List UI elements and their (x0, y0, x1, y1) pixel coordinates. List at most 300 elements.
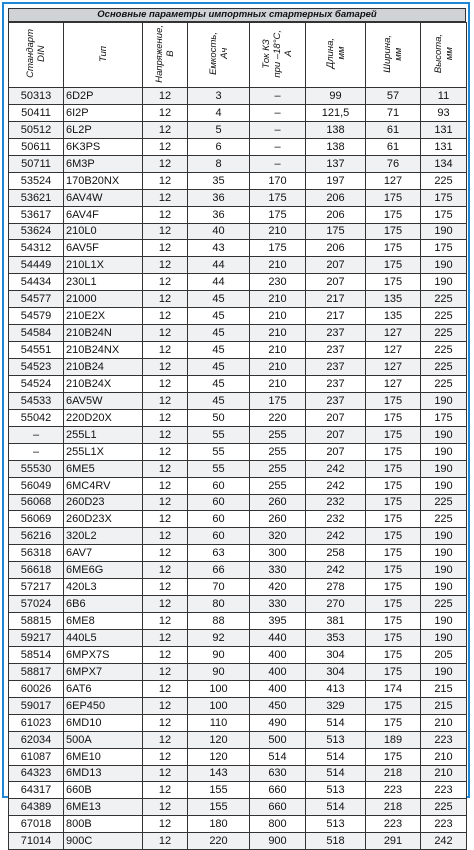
cell-capacity: 100 (188, 697, 250, 714)
cell-length: 329 (306, 697, 366, 714)
cell-current: 300 (250, 545, 306, 562)
cell-width: 127 (366, 359, 421, 376)
cell-height: 190 (421, 257, 467, 274)
cell-din: 53621 (9, 189, 64, 206)
cell-length: 304 (306, 663, 366, 680)
cell-type: 6AV4F (64, 206, 143, 223)
cell-din: 53524 (9, 172, 64, 189)
cell-width: 76 (366, 155, 421, 172)
cell-din: 50512 (9, 121, 64, 138)
cell-height: 175 (421, 189, 467, 206)
cell-capacity: 66 (188, 562, 250, 579)
cell-capacity: 36 (188, 189, 250, 206)
cell-height: 225 (421, 596, 467, 613)
cell-din: 55042 (9, 409, 64, 426)
cell-voltage: 12 (143, 596, 188, 613)
cell-voltage: 12 (143, 799, 188, 816)
cell-height: 210 (421, 714, 467, 731)
cell-current: 900 (250, 833, 306, 850)
table-row (9, 392, 467, 409)
table-row (9, 697, 467, 714)
cell-width: 189 (366, 731, 421, 748)
cell-length: 237 (306, 392, 366, 409)
cell-type: 210E2X (64, 308, 143, 325)
cell-din: 61087 (9, 748, 64, 765)
cell-voltage: 12 (143, 206, 188, 223)
header-voltage: Напряжение, В (143, 23, 188, 88)
cell-din: 56069 (9, 511, 64, 528)
cell-current: 210 (250, 375, 306, 392)
cell-current: – (250, 88, 306, 105)
table-row (9, 816, 467, 833)
cell-height: 190 (421, 562, 467, 579)
table-row (9, 765, 467, 782)
cell-current: 255 (250, 460, 306, 477)
header-din: Стандарт DIN (9, 23, 64, 88)
cell-height: 225 (421, 494, 467, 511)
cell-height: 242 (421, 833, 467, 850)
cell-current: 630 (250, 765, 306, 782)
cell-din: 54577 (9, 291, 64, 308)
table-row (9, 799, 467, 816)
cell-type: 255L1 (64, 426, 143, 443)
cell-type: 6ME8 (64, 613, 143, 630)
cell-length: 137 (306, 155, 366, 172)
cell-type: 220D20X (64, 409, 143, 426)
cell-length: 99 (306, 88, 366, 105)
cell-capacity: 120 (188, 731, 250, 748)
cell-height: 215 (421, 697, 467, 714)
cell-din: 64389 (9, 799, 64, 816)
cell-voltage: 12 (143, 274, 188, 291)
cell-current: 400 (250, 646, 306, 663)
cell-din: 50411 (9, 104, 64, 121)
cell-current: 175 (250, 240, 306, 257)
cell-type: 440L5 (64, 630, 143, 647)
cell-height: 175 (421, 206, 467, 223)
cell-height: 93 (421, 104, 467, 121)
cell-din: 56068 (9, 494, 64, 511)
table-row (9, 731, 467, 748)
table-row (9, 409, 467, 426)
table-body (9, 88, 467, 850)
cell-capacity: 45 (188, 392, 250, 409)
cell-voltage: 12 (143, 663, 188, 680)
cell-length: 381 (306, 613, 366, 630)
cell-din: 50711 (9, 155, 64, 172)
cell-capacity: 60 (188, 477, 250, 494)
cell-current: 420 (250, 579, 306, 596)
cell-din: 58817 (9, 663, 64, 680)
cell-din: 58815 (9, 613, 64, 630)
cell-height: 190 (421, 274, 467, 291)
cell-capacity: 50 (188, 409, 250, 426)
cell-length: 270 (306, 596, 366, 613)
cell-voltage: 12 (143, 88, 188, 105)
table-row (9, 511, 467, 528)
cell-type: 6ME6G (64, 562, 143, 579)
cell-current: 450 (250, 697, 306, 714)
cell-type: 660B (64, 782, 143, 799)
cell-voltage: 12 (143, 579, 188, 596)
cell-width: 135 (366, 308, 421, 325)
cell-width: 175 (366, 562, 421, 579)
header-length: Длина, мм (306, 23, 366, 88)
cell-capacity: 55 (188, 426, 250, 443)
cell-din: 54312 (9, 240, 64, 257)
cell-length: 207 (306, 409, 366, 426)
cell-length: 175 (306, 223, 366, 240)
table-row (9, 460, 467, 477)
cell-capacity: 63 (188, 545, 250, 562)
cell-capacity: 143 (188, 765, 250, 782)
cell-voltage: 12 (143, 816, 188, 833)
cell-capacity: 155 (188, 799, 250, 816)
table-row (9, 748, 467, 765)
cell-current: 255 (250, 426, 306, 443)
cell-type: 6K3PS (64, 138, 143, 155)
cell-din: 54449 (9, 257, 64, 274)
cell-capacity: 6 (188, 138, 250, 155)
cell-type: 6D2P (64, 88, 143, 105)
cell-current: – (250, 155, 306, 172)
table-row (9, 291, 467, 308)
cell-width: 175 (366, 257, 421, 274)
cell-type: 800B (64, 816, 143, 833)
cell-din: 54524 (9, 375, 64, 392)
cell-voltage: 12 (143, 443, 188, 460)
cell-width: 175 (366, 545, 421, 562)
cell-length: 513 (306, 816, 366, 833)
table-row (9, 138, 467, 155)
cell-type: 320L2 (64, 528, 143, 545)
cell-type: 170B20NX (64, 172, 143, 189)
cell-length: 217 (306, 308, 366, 325)
table-row (9, 206, 467, 223)
cell-din: 54434 (9, 274, 64, 291)
table-row (9, 223, 467, 240)
table-row (9, 528, 467, 545)
cell-length: 513 (306, 731, 366, 748)
cell-capacity: 88 (188, 613, 250, 630)
cell-din: – (9, 426, 64, 443)
cell-length: 206 (306, 189, 366, 206)
cell-height: 205 (421, 646, 467, 663)
table-row (9, 359, 467, 376)
table-row (9, 88, 467, 105)
cell-capacity: 45 (188, 375, 250, 392)
table-row (9, 325, 467, 342)
cell-length: 232 (306, 494, 366, 511)
cell-voltage: 12 (143, 833, 188, 850)
cell-voltage: 12 (143, 223, 188, 240)
cell-voltage: 12 (143, 748, 188, 765)
cell-height: 215 (421, 680, 467, 697)
cell-width: 175 (366, 714, 421, 731)
cell-current: 175 (250, 189, 306, 206)
cell-type: 6MD13 (64, 765, 143, 782)
cell-width: 223 (366, 782, 421, 799)
cell-width: 175 (366, 409, 421, 426)
cell-height: 131 (421, 121, 467, 138)
cell-current: 440 (250, 630, 306, 647)
cell-length: 138 (306, 138, 366, 155)
cell-current: 500 (250, 731, 306, 748)
cell-width: 61 (366, 121, 421, 138)
cell-length: 242 (306, 528, 366, 545)
cell-din: 53617 (9, 206, 64, 223)
cell-voltage: 12 (143, 138, 188, 155)
table-row (9, 189, 467, 206)
cell-din: 59217 (9, 630, 64, 647)
cell-length: 138 (306, 121, 366, 138)
cell-width: 175 (366, 206, 421, 223)
cell-capacity: 100 (188, 680, 250, 697)
cell-capacity: 155 (188, 782, 250, 799)
cell-capacity: 4 (188, 104, 250, 121)
cell-din: 53624 (9, 223, 64, 240)
cell-length: 258 (306, 545, 366, 562)
cell-length: 514 (306, 748, 366, 765)
cell-type: 6MC4RV (64, 477, 143, 494)
cell-current: 800 (250, 816, 306, 833)
cell-height: 223 (421, 731, 467, 748)
cell-width: 175 (366, 274, 421, 291)
cell-din: 60026 (9, 680, 64, 697)
cell-capacity: 45 (188, 342, 250, 359)
cell-voltage: 12 (143, 325, 188, 342)
cell-current: 175 (250, 206, 306, 223)
cell-current: 255 (250, 443, 306, 460)
cell-din: 57217 (9, 579, 64, 596)
cell-current: 170 (250, 172, 306, 189)
table-row (9, 494, 467, 511)
cell-capacity: 55 (188, 460, 250, 477)
cell-length: 242 (306, 460, 366, 477)
cell-din: 50611 (9, 138, 64, 155)
cell-length: 207 (306, 257, 366, 274)
cell-capacity: 110 (188, 714, 250, 731)
cell-type: 6ME13 (64, 799, 143, 816)
cell-type: 420L3 (64, 579, 143, 596)
cell-type: 255L1X (64, 443, 143, 460)
cell-width: 175 (366, 494, 421, 511)
cell-height: 225 (421, 342, 467, 359)
cell-height: 190 (421, 443, 467, 460)
cell-width: 127 (366, 375, 421, 392)
cell-height: 190 (421, 528, 467, 545)
cell-length: 121,5 (306, 104, 366, 121)
cell-current: 255 (250, 477, 306, 494)
cell-voltage: 12 (143, 765, 188, 782)
cell-width: 175 (366, 697, 421, 714)
cell-length: 353 (306, 630, 366, 647)
cell-width: 127 (366, 172, 421, 189)
cell-voltage: 12 (143, 477, 188, 494)
cell-capacity: 90 (188, 663, 250, 680)
cell-current: 260 (250, 494, 306, 511)
cell-width: 175 (366, 646, 421, 663)
cell-height: 225 (421, 375, 467, 392)
cell-type: 6MPX7S (64, 646, 143, 663)
cell-din: 54579 (9, 308, 64, 325)
table-row (9, 545, 467, 562)
cell-din: 62034 (9, 731, 64, 748)
cell-type: 6AV4W (64, 189, 143, 206)
cell-width: 127 (366, 325, 421, 342)
cell-capacity: 60 (188, 511, 250, 528)
cell-width: 175 (366, 443, 421, 460)
cell-voltage: 12 (143, 646, 188, 663)
cell-voltage: 12 (143, 426, 188, 443)
cell-din: 56318 (9, 545, 64, 562)
cell-capacity: 220 (188, 833, 250, 850)
table-header-row (9, 23, 467, 88)
cell-capacity: 8 (188, 155, 250, 172)
cell-current: 210 (250, 291, 306, 308)
cell-capacity: 44 (188, 274, 250, 291)
cell-capacity: 92 (188, 630, 250, 647)
cell-height: 190 (421, 579, 467, 596)
cell-current: 320 (250, 528, 306, 545)
cell-height: 190 (421, 477, 467, 494)
cell-current: 330 (250, 596, 306, 613)
cell-length: 518 (306, 833, 366, 850)
cell-voltage: 12 (143, 528, 188, 545)
cell-width: 175 (366, 511, 421, 528)
cell-type: 6AT6 (64, 680, 143, 697)
cell-height: 190 (421, 613, 467, 630)
cell-height: 210 (421, 748, 467, 765)
cell-capacity: 60 (188, 528, 250, 545)
cell-capacity: 36 (188, 206, 250, 223)
cell-current: 210 (250, 359, 306, 376)
cell-width: 135 (366, 291, 421, 308)
cell-type: 6I2P (64, 104, 143, 121)
table-row (9, 375, 467, 392)
cell-din: 61023 (9, 714, 64, 731)
cell-length: 206 (306, 206, 366, 223)
table-title: Основные параметры импортных стартерных батарей (8, 8, 466, 22)
cell-type: 6M3P (64, 155, 143, 172)
cell-voltage: 12 (143, 240, 188, 257)
cell-voltage: 12 (143, 291, 188, 308)
cell-type: 210B24N (64, 325, 143, 342)
cell-capacity: 45 (188, 325, 250, 342)
table-row (9, 308, 467, 325)
cell-din: 54551 (9, 342, 64, 359)
cell-length: 217 (306, 291, 366, 308)
cell-width: 57 (366, 88, 421, 105)
cell-current: – (250, 121, 306, 138)
cell-type: 500A (64, 731, 143, 748)
cell-voltage: 12 (143, 562, 188, 579)
cell-width: 175 (366, 240, 421, 257)
cell-din: 54533 (9, 392, 64, 409)
cell-current: 400 (250, 680, 306, 697)
cell-length: 206 (306, 240, 366, 257)
table-row (9, 630, 467, 647)
cell-type: 210B24 (64, 359, 143, 376)
cell-width: 175 (366, 189, 421, 206)
cell-current: 210 (250, 308, 306, 325)
cell-type: 900C (64, 833, 143, 850)
cell-capacity: 55 (188, 443, 250, 460)
cell-height: 190 (421, 460, 467, 477)
cell-type: 6AV5W (64, 392, 143, 409)
cell-type: 6AV7 (64, 545, 143, 562)
cell-voltage: 12 (143, 731, 188, 748)
cell-voltage: 12 (143, 342, 188, 359)
cell-voltage: 12 (143, 121, 188, 138)
cell-width: 175 (366, 426, 421, 443)
cell-din: 50313 (9, 88, 64, 105)
cell-current: 230 (250, 274, 306, 291)
table-row (9, 833, 467, 850)
cell-length: 278 (306, 579, 366, 596)
table-row (9, 579, 467, 596)
cell-height: 190 (421, 223, 467, 240)
cell-din: 57024 (9, 596, 64, 613)
cell-height: 190 (421, 392, 467, 409)
cell-voltage: 12 (143, 104, 188, 121)
cell-din: 56618 (9, 562, 64, 579)
table-row (9, 613, 467, 630)
cell-type: 6ME5 (64, 460, 143, 477)
cell-current: 660 (250, 799, 306, 816)
cell-width: 175 (366, 528, 421, 545)
battery-table (8, 22, 467, 850)
cell-capacity: 120 (188, 748, 250, 765)
cell-width: 223 (366, 816, 421, 833)
cell-din: 56216 (9, 528, 64, 545)
table-row (9, 342, 467, 359)
cell-din: 71014 (9, 833, 64, 850)
cell-capacity: 180 (188, 816, 250, 833)
cell-capacity: 60 (188, 494, 250, 511)
cell-height: 210 (421, 765, 467, 782)
cell-length: 232 (306, 511, 366, 528)
cell-type: 210L1X (64, 257, 143, 274)
cell-type: 260D23X (64, 511, 143, 528)
cell-type: 21000 (64, 291, 143, 308)
cell-current: 210 (250, 223, 306, 240)
cell-width: 218 (366, 765, 421, 782)
cell-length: 197 (306, 172, 366, 189)
table-row (9, 257, 467, 274)
cell-voltage: 12 (143, 375, 188, 392)
cell-capacity: 40 (188, 223, 250, 240)
cell-current: – (250, 104, 306, 121)
cell-height: 225 (421, 359, 467, 376)
cell-length: 237 (306, 359, 366, 376)
cell-capacity: 43 (188, 240, 250, 257)
cell-height: 223 (421, 816, 467, 833)
cell-width: 61 (366, 138, 421, 155)
cell-height: 131 (421, 138, 467, 155)
cell-width: 174 (366, 680, 421, 697)
cell-height: 190 (421, 426, 467, 443)
cell-voltage: 12 (143, 613, 188, 630)
cell-height: 225 (421, 511, 467, 528)
cell-current: 330 (250, 562, 306, 579)
table-row (9, 240, 467, 257)
cell-din: 59017 (9, 697, 64, 714)
cell-current: 210 (250, 257, 306, 274)
table-row (9, 680, 467, 697)
cell-height: 175 (421, 409, 467, 426)
cell-type: 6EP450 (64, 697, 143, 714)
